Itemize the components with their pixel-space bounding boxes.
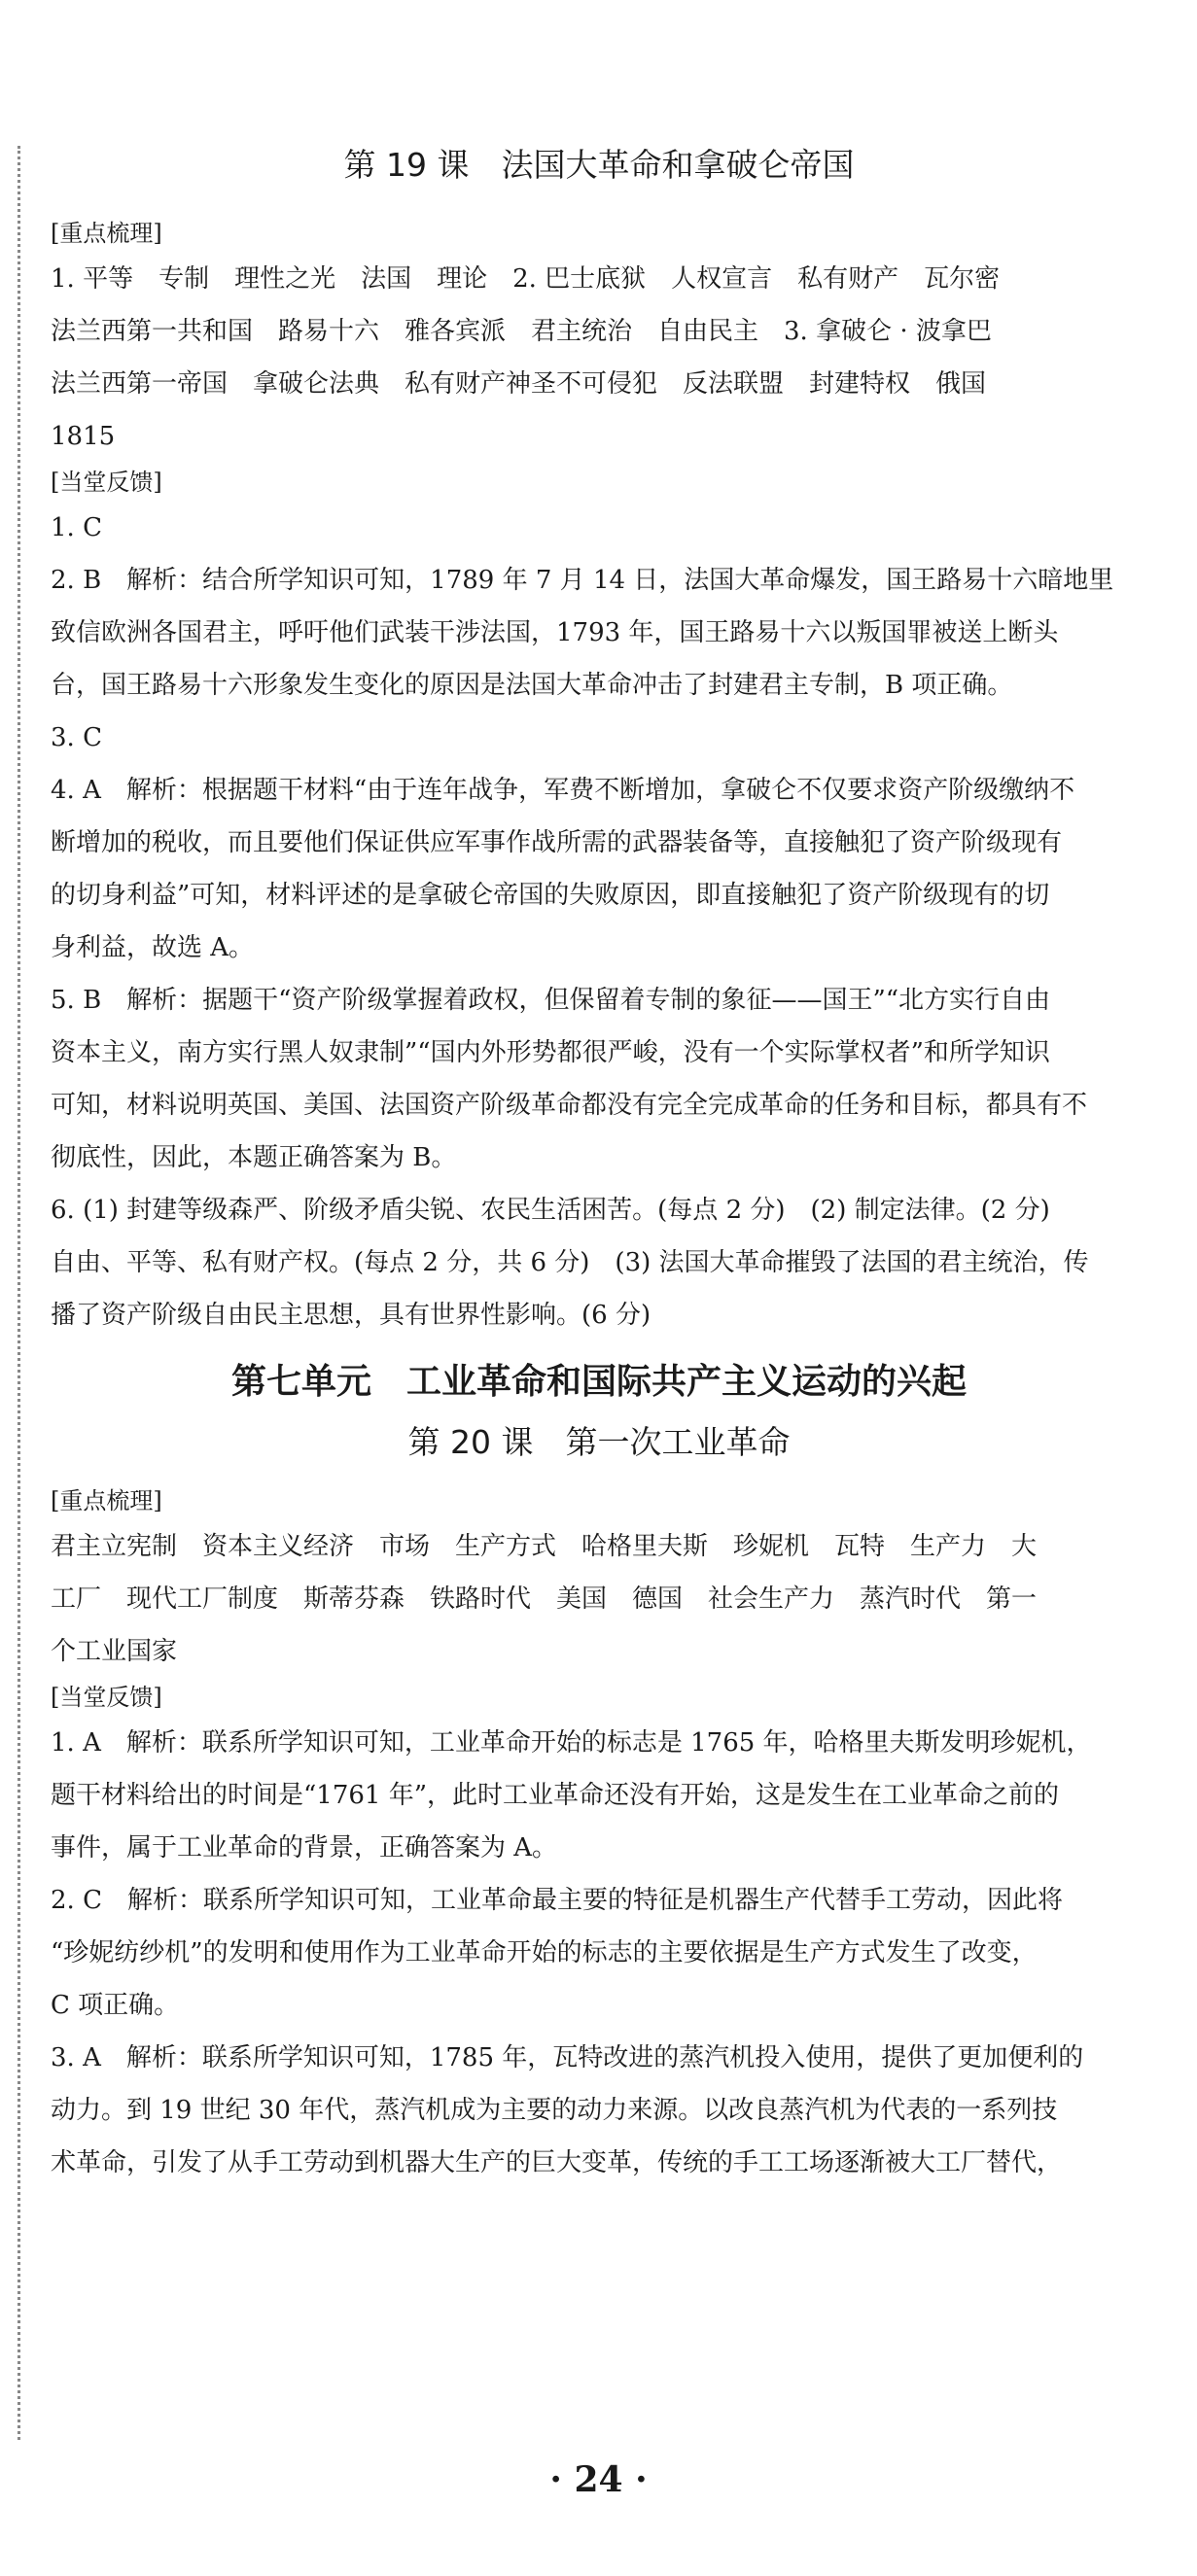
lesson-20-feedback-tag: [当堂反馈] [51, 1684, 162, 1711]
text-line: 1815 [51, 422, 116, 451]
answer-line: 2. B 解析：结合所学知识可知，1789 年 7 月 14 日，法国大革命爆发，国王路易十六暗地里 [51, 566, 1114, 595]
text-line: 个工业国家 [51, 1637, 178, 1666]
answer-line: 1. C [51, 513, 102, 542]
answer-line: 台，国王路易十六形象发生变化的原因是法国大革命冲击了封建君主专制，B 项正确。 [51, 671, 1013, 700]
answer-line: 断增加的税收，而且要他们保证供应军事作战所需的武器装备等，直接触犯了资产阶级现有 [51, 828, 1063, 857]
text-line: 法兰西第一共和国 路易十六 雅各宾派 君主统治 自由民主 3. 拿破仑 · 波拿巴 [51, 317, 992, 346]
answer-line: 2. C 解析：联系所学知识可知，工业革命最主要的特征是机器生产代替手工劳动，因此将 [51, 1886, 1063, 1915]
answer-line: 题干材料给出的时间是“1761 年”，此时工业革命还没有开始，这是发生在工业革命之前的 [51, 1781, 1060, 1810]
lesson-20-title: 第 20 课 第一次工业革命 [407, 1423, 791, 1461]
lesson-19-answers [51, 502, 1147, 1341]
text-line: 君主立宪制 资本主义经济 市场 生产方式 哈格里夫斯 珍妮机 瓦特 生产力 大 [51, 1532, 1038, 1561]
answer-line: 1. A 解析：联系所学知识可知，工业革命开始的标志是 1765 年，哈格里夫斯发明珍妮机， [51, 1728, 1092, 1758]
text-line: 工厂 现代工厂制度 斯蒂芬森 铁路时代 美国 德国 社会生产力 蒸汽时代 第一 [51, 1584, 1038, 1614]
lesson-19-feedback-tag: [当堂反馈] [51, 469, 162, 496]
page-content [51, 0, 1147, 2189]
unit-7-title: 第七单元 工业革命和国际共产主义运动的兴起 [230, 1362, 967, 1402]
lesson-19-key-points [51, 253, 1147, 463]
answer-line: 致信欧洲各国君主，呼吁他们武装干涉法国，1793 年，国王路易十六以叛国罪被送上断头 [51, 618, 1059, 647]
lesson-20-answers [51, 1717, 1147, 2189]
text-line: 法兰西第一帝国 拿破仑法典 私有财产神圣不可侵犯 反法联盟 封建特权 俄国 [51, 369, 987, 399]
lesson-19-title: 第 19 课 法国大革命和拿破仑帝国 [343, 146, 855, 184]
page-number: · 24 · [549, 2459, 648, 2500]
answer-line: 3. C [51, 723, 102, 752]
answer-line: 资本主义，南方实行黑人奴隶制”“国内外形势都很严峻，没有一个实际掌权者”和所学知识 [51, 1038, 1050, 1067]
lesson-19-key-points-tag: [重点梳理] [51, 220, 162, 247]
answer-line: 身利益，故选 A。 [51, 933, 255, 962]
answer-line: 6. (1) 封建等级森严、阶级矛盾尖锐、农民生活困苦。(每点 2 分) (2) 制定法律。(2 分) [51, 1196, 1050, 1225]
lesson-20-key-points [51, 1520, 1147, 1678]
answer-line: 的切身利益”可知，材料评述的是拿破仑帝国的失败原因，即直接触犯了资产阶级现有的切 [51, 881, 1050, 910]
answer-line: C 项正确。 [51, 1991, 180, 2020]
answer-line: 术革命，引发了从手工劳动到机器大生产的巨大变革，传统的手工工场逐渐被大工厂替代， [51, 2148, 1063, 2177]
left-margin-dotted-line [18, 146, 20, 2440]
answer-line: 5. B 解析：据题干“资产阶级掌握着政权，但保留着专制的象征——国王”“北方实行自由 [51, 986, 1051, 1015]
answer-line: 彻底性，因此，本题正确答案为 B。 [51, 1143, 457, 1172]
text-line: 1. 平等 专制 理性之光 法国 理论 2. 巴士底狱 人权宣言 私有财产 瓦尔密 [51, 264, 1001, 294]
answer-line: 自由、平等、私有财产权。(每点 2 分，共 6 分) (3) 法国大革命摧毁了法国的君主统治，传 [51, 1248, 1089, 1277]
answer-line: 播了资产阶级自由民主思想，具有世界性影响。(6 分) [51, 1301, 651, 1330]
answer-line: 事件，属于工业革命的背景，正确答案为 A。 [51, 1833, 558, 1862]
answer-line: “珍妮纺纱机”的发明和使用作为工业革命开始的标志的主要依据是生产方式发生了改变， [51, 1938, 1038, 1967]
answer-line: 3. A 解析：联系所学知识可知，1785 年，瓦特改进的蒸汽机投入使用，提供了更加便利的 [51, 2043, 1084, 2072]
answer-line: 4. A 解析：根据题干材料“由于连年战争，军费不断增加，拿破仑不仅要求资产阶级缴纳不 [51, 776, 1075, 805]
answer-line: 动力。到 19 世纪 30 年代，蒸汽机成为主要的动力来源。以改良蒸汽机为代表的一系列技 [51, 2096, 1058, 2125]
answer-line: 可知，材料说明英国、美国、法国资产阶级革命都没有完全完成革命的任务和目标，都具有不 [51, 1091, 1088, 1120]
lesson-20-key-points-tag: [重点梳理] [51, 1487, 162, 1514]
